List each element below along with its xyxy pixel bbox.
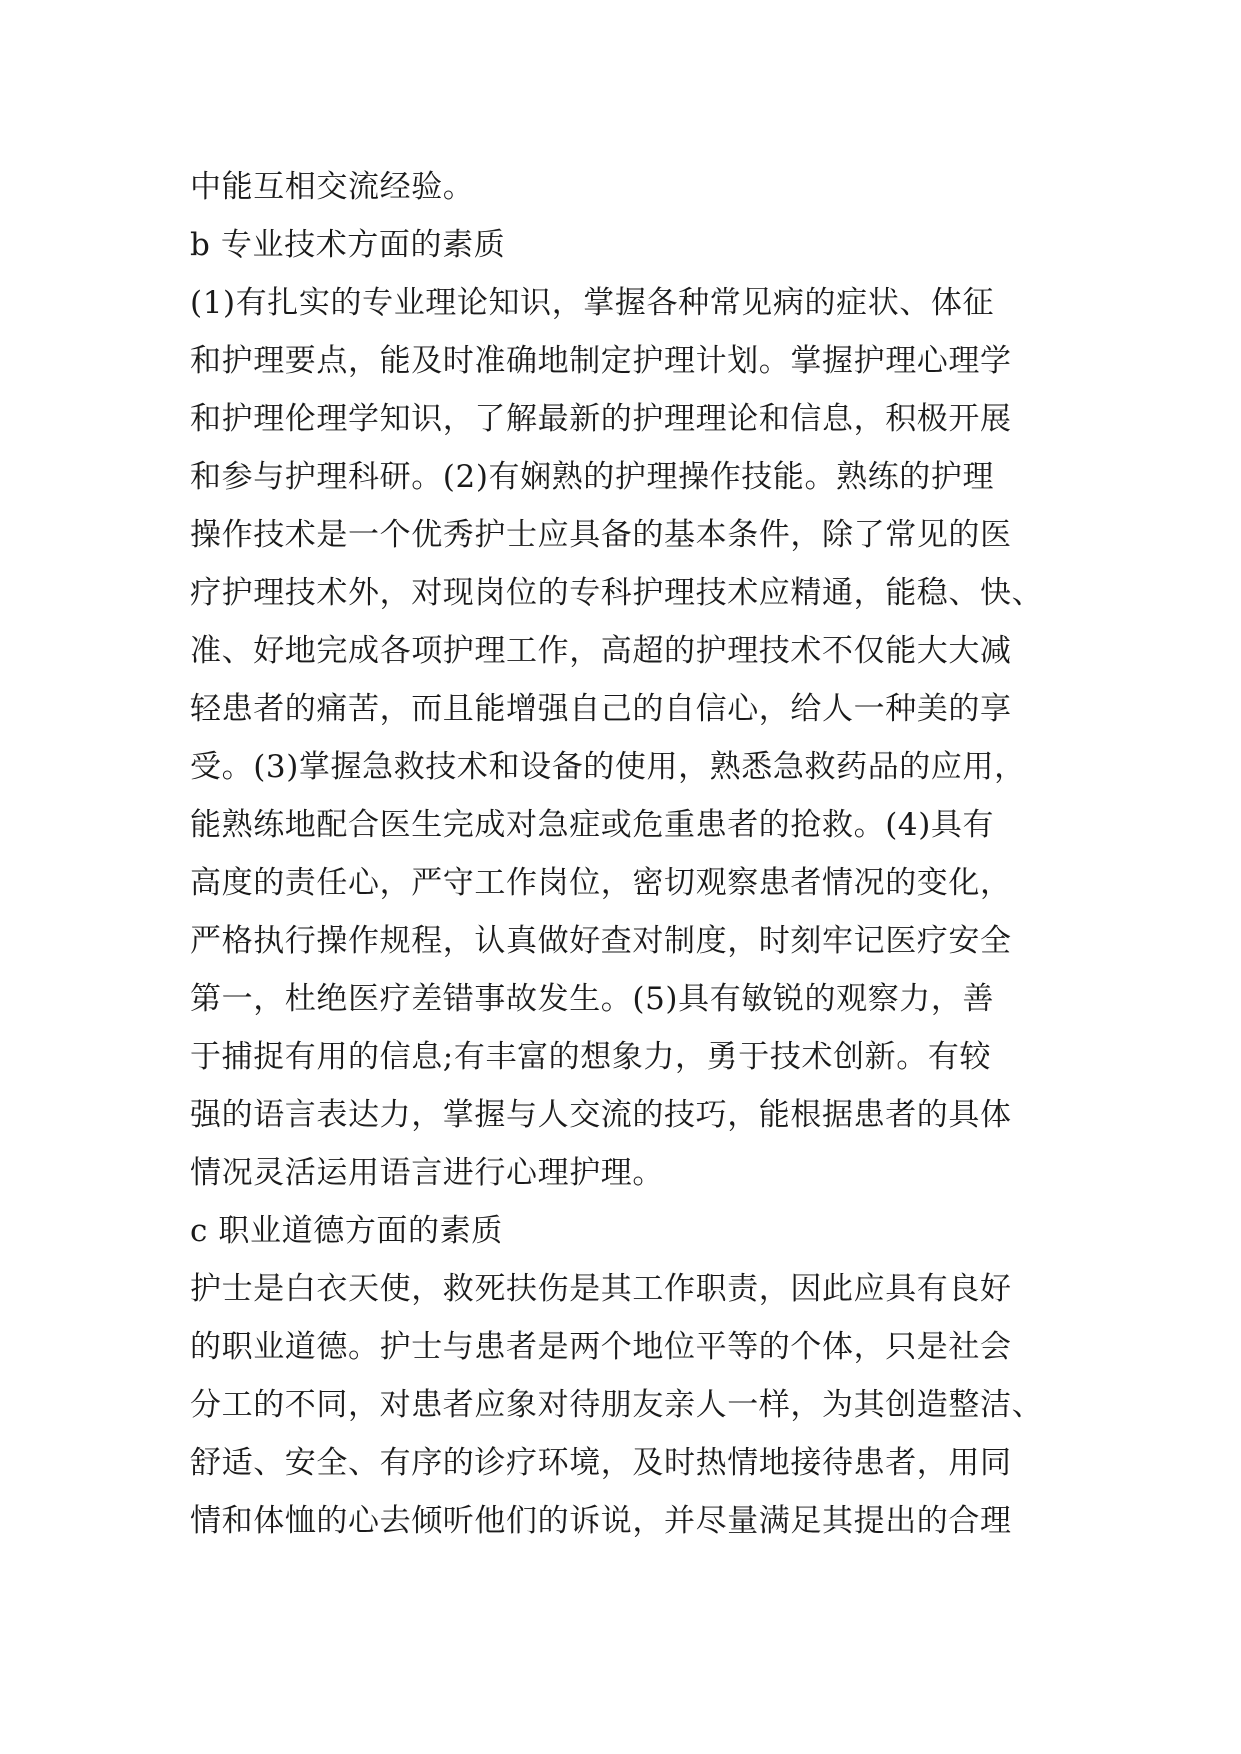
text-line: 分工的不同，对患者应象对待朋友亲人一样，为其创造整洁、 (190, 1387, 1044, 1423)
text-line: 第一，杜绝医疗差错事故发生。(5)具有敏锐的观察力，善 (190, 981, 995, 1017)
text-line: 的职业道德。护士与患者是两个地位平等的个体，只是社会 (190, 1329, 1012, 1365)
text-line: 和护理要点，能及时准确地制定护理计划。掌握护理心理学 (190, 343, 1012, 379)
text-line: 和护理伦理学知识，了解最新的护理理论和信息，积极开展 (190, 401, 1012, 437)
text-line: 于捕捉有用的信息;有丰富的想象力，勇于技术创新。有较 (190, 1039, 992, 1075)
text-line: 情况灵活运用语言进行心理护理。 (190, 1155, 664, 1191)
body-text (190, 158, 1070, 1550)
text-line: 疗护理技术外，对现岗位的专科护理技术应精通，能稳、快、 (190, 575, 1044, 611)
text-line: 准、好地完成各项护理工作，高超的护理技术不仅能大大减 (190, 633, 1012, 669)
text-line: 中能互相交流经验。 (190, 169, 475, 205)
section-heading-c: c 职业道德方面的素质 (190, 1213, 503, 1249)
text-line: 高度的责任心，严守工作岗位，密切观察患者情况的变化， (190, 865, 1012, 901)
text-line: 舒适、安全、有序的诊疗环境，及时热情地接待患者，用同 (190, 1445, 1012, 1481)
text-line: 能熟练地配合医生完成对急症或危重患者的抢救。(4)具有 (190, 807, 995, 843)
text-line: 情和体恤的心去倾听他们的诉说，并尽量满足其提出的合理 (190, 1503, 1012, 1539)
text-line: (1)有扎实的专业理论知识，掌握各种常见病的症状、体征 (190, 285, 995, 321)
text-line: 和参与护理科研。(2)有娴熟的护理操作技能。熟练的护理 (190, 459, 995, 495)
text-line: 强的语言表达力，掌握与人交流的技巧，能根据患者的具体 (190, 1097, 1012, 1133)
text-line: 严格执行操作规程，认真做好查对制度，时刻牢记医疗安全 (190, 923, 1012, 959)
text-line: 操作技术是一个优秀护士应具备的基本条件，除了常见的医 (190, 517, 1012, 553)
section-heading-b: b 专业技术方面的素质 (190, 227, 506, 263)
text-line: 护士是白衣天使，救死扶伤是其工作职责，因此应具有良好 (190, 1271, 1012, 1307)
text-line: 轻患者的痛苦，而且能增强自己的自信心，给人一种美的享 (190, 691, 1012, 727)
text-line: 受。(3)掌握急救技术和设备的使用，熟悉急救药品的应用， (190, 749, 1026, 785)
